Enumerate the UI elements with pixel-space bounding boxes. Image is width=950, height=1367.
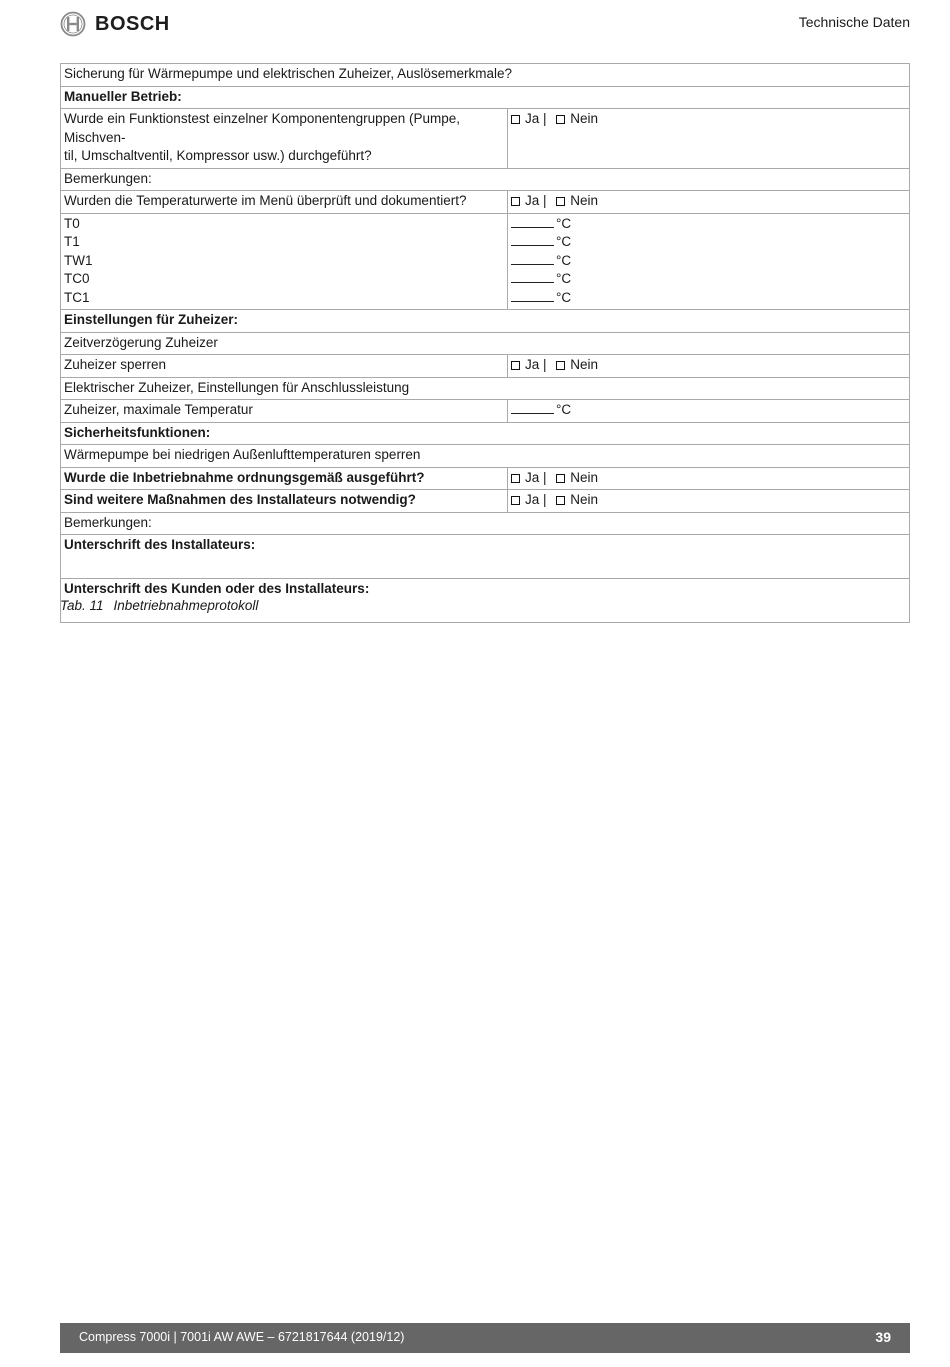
table-row	[61, 332, 910, 355]
yes-checkbox[interactable]	[511, 361, 520, 370]
table-row	[61, 422, 910, 445]
table-row	[61, 400, 910, 423]
no-checkbox[interactable]	[556, 496, 565, 505]
row-label: Sind weitere Maßnahmen des Installateurs notwendig?	[61, 490, 508, 513]
table-row	[61, 64, 910, 87]
no-label: Nein	[570, 111, 599, 126]
page-footer	[60, 1323, 910, 1353]
unit-label: °C	[556, 289, 572, 305]
table-row	[61, 191, 910, 214]
yes-label: Ja |	[525, 193, 547, 208]
bosch-logo	[60, 10, 170, 38]
no-label: Nein	[570, 357, 599, 372]
no-checkbox[interactable]	[556, 474, 565, 483]
no-checkbox[interactable]	[556, 115, 565, 124]
yes-no-cell	[508, 355, 910, 378]
unit-label: °C	[556, 252, 572, 268]
table-row	[61, 213, 910, 310]
section-heading: Sicherheitsfunktionen:	[61, 422, 910, 445]
yes-no-cell	[508, 467, 910, 490]
temperature-cell	[508, 400, 910, 423]
yes-no-cell	[508, 109, 910, 169]
row-label: Wurde die Inbetriebnahme ordnungsgemäß ausgeführt?	[61, 467, 508, 490]
row-label: Elektrischer Zuheizer, Einstellungen für Anschlussleistung	[61, 377, 910, 400]
row-label	[61, 109, 508, 169]
table-row	[61, 490, 910, 513]
table-caption	[60, 598, 258, 613]
yes-no-cell	[508, 191, 910, 214]
caption-text: Inbetriebnahmeprotokoll	[113, 598, 259, 613]
temperature-fields	[508, 213, 910, 310]
sensor-list	[61, 213, 508, 310]
row-label: Zuheizer, maximale Temperatur	[61, 400, 508, 423]
table-row	[61, 168, 910, 191]
sensor-label: T0	[64, 215, 80, 231]
row-label: Bemerkungen:	[61, 512, 910, 535]
table-row	[61, 445, 910, 468]
page-header	[60, 8, 910, 40]
yes-label: Ja |	[525, 357, 547, 372]
sensor-label: T1	[64, 234, 80, 249]
yes-checkbox[interactable]	[511, 115, 520, 124]
yes-checkbox[interactable]	[511, 496, 520, 505]
row-label: Zeitverzögerung Zuheizer	[61, 332, 910, 355]
yes-checkbox[interactable]	[511, 197, 520, 206]
table-row	[61, 467, 910, 490]
no-label: Nein	[570, 193, 599, 208]
yes-label: Ja |	[525, 469, 547, 485]
row-label: Wärmepumpe bei niedrigen Außenlufttemperaturen sperren	[61, 445, 910, 468]
unit-label: °C	[556, 271, 572, 286]
row-label: Sicherung für Wärmepumpe und elektrischen Zuheizer, Auslösemerkmale?	[61, 64, 910, 87]
section-heading: Manueller Betrieb:	[61, 86, 910, 109]
temperature-blank-field[interactable]	[511, 215, 554, 228]
yes-label: Ja |	[525, 492, 547, 507]
yes-label: Ja |	[525, 111, 547, 126]
temperature-blank-field[interactable]	[511, 401, 554, 414]
row-label: Zuheizer sperren	[61, 355, 508, 378]
yes-checkbox[interactable]	[511, 474, 520, 483]
temperature-blank-field[interactable]	[511, 289, 554, 302]
page-number: 39	[875, 1329, 891, 1345]
installer-signature-field[interactable]: Unterschrift des Installateurs:	[61, 535, 910, 579]
row-label-line: Wurde ein Funktionstest einzelner Komponentengruppen (Pumpe, Mischven-	[64, 111, 460, 145]
table-row	[61, 310, 910, 333]
table-row	[61, 355, 910, 378]
caption-number: Tab. 11	[60, 598, 104, 613]
no-checkbox[interactable]	[556, 197, 565, 206]
commissioning-protocol-table	[60, 63, 910, 623]
section-title: Technische Daten	[798, 14, 910, 30]
sensor-label: TW1	[64, 252, 93, 268]
unit-label: °C	[556, 402, 572, 417]
customer-signature-field[interactable]: Unterschrift des Kunden oder des Installateurs:	[61, 579, 910, 623]
section-heading: Einstellungen für Zuheizer:	[61, 310, 910, 333]
table-row	[61, 109, 910, 169]
row-label: Bemerkungen:	[61, 168, 910, 191]
bosch-armature-icon	[60, 11, 86, 37]
table-row	[61, 512, 910, 535]
unit-label: °C	[556, 234, 572, 249]
brand-name: BOSCH	[95, 12, 170, 35]
unit-label: °C	[556, 215, 572, 231]
row-label-line: til, Umschaltventil, Kompressor usw.) durchgeführt?	[64, 148, 372, 163]
no-label: Nein	[570, 469, 599, 485]
temperature-blank-field[interactable]	[511, 270, 554, 283]
table-row	[61, 535, 910, 579]
temperature-blank-field[interactable]	[511, 252, 554, 265]
row-label: Wurden die Temperaturwerte im Menü überprüft und dokumentiert?	[61, 191, 508, 214]
no-label: Nein	[570, 492, 599, 507]
no-checkbox[interactable]	[556, 361, 565, 370]
yes-no-cell	[508, 490, 910, 513]
table-row	[61, 86, 910, 109]
footer-document-info: Compress 7000i | 7001i AW AWE – 6721817644 (2019/12)	[79, 1330, 405, 1344]
table-row	[61, 377, 910, 400]
temperature-blank-field[interactable]	[511, 233, 554, 246]
sensor-label: TC0	[64, 271, 90, 286]
sensor-label: TC1	[64, 289, 90, 305]
